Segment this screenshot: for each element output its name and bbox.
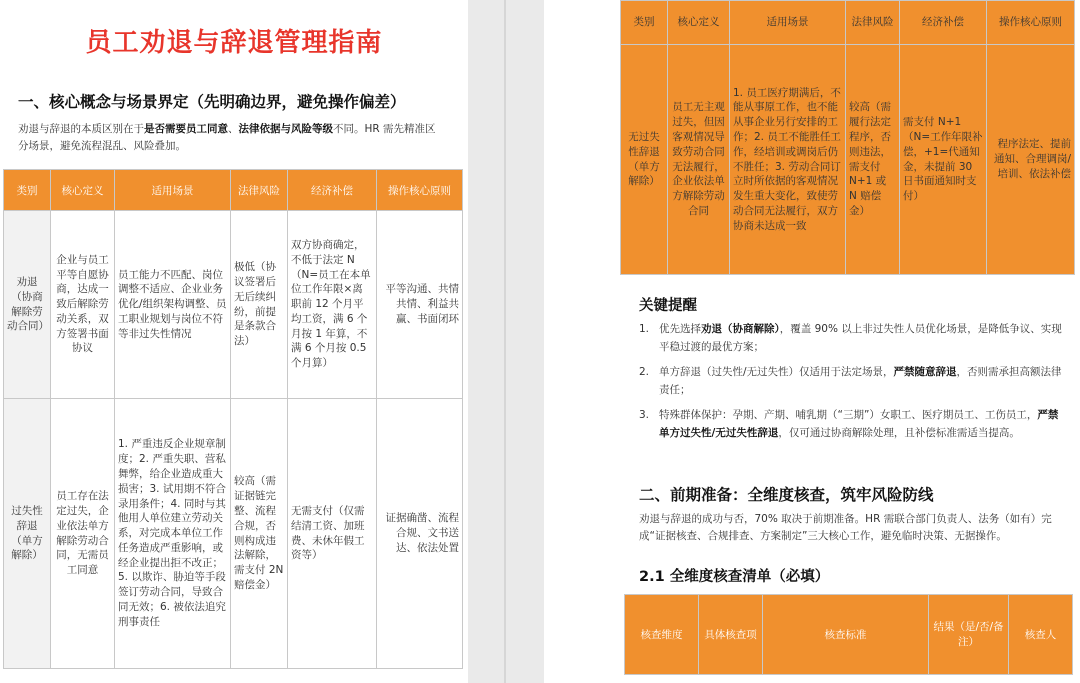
document-page-right: [544, 0, 1080, 683]
section2-heading: 二、前期准备：全维度核查，筑牢风险防线: [639, 486, 934, 504]
row-definition: 员工无主观过失，但因客观情况导致劳动合同无法履行，企业依法单方解除劳动合同: [668, 45, 730, 275]
scenario-table-continued: [620, 0, 1075, 275]
row-principle: 程序法定、提前通知、合理调岗/培训、依法补偿: [987, 45, 1075, 275]
table-row: [4, 399, 463, 669]
header-definition: 核心定义: [51, 170, 115, 211]
header-risk: 法律风险: [231, 170, 288, 211]
key-tips-heading: 关键提醒: [639, 298, 697, 314]
scenario-table: [3, 169, 463, 669]
row-definition: 员工存在法定过失，企业依法单方解除劳动合同，无需员工同意: [51, 399, 115, 669]
row-definition: 企业与员工平等自愿协商，达成一致后解除劳动关系，双方签署书面协议: [51, 211, 115, 399]
header-principle: 操作核心原则: [377, 170, 463, 211]
section1-heading: 一、核心概念与场景界定（先明确边界，避免操作偏差）: [18, 93, 406, 111]
header-compensation: 经济补偿: [900, 1, 987, 45]
header-scenario: 适用场景: [115, 170, 231, 211]
row-principle: 证据确凿、流程合规、文书送达、依法处置: [377, 399, 463, 669]
table-row: [4, 211, 463, 399]
section2-intro: 劝退与辞退的成功与否，70% 取决于前期准备。HR 需联合部门负责人、法务（如有）完成“证据核查、合规排查、方案制定”三大核心工作，避免临时决策、无据操作。: [639, 513, 1052, 542]
row-scenario: 1. 严重违反企业规章制度；2. 严重失职、营私舞弊，给企业造成重大损害；3. 试用期不符合录用条件；4. 同时与其他用人单位建立劳动关系，对完成本单位工作任务造成严重影响，或经企业提出拒不改正；5. 以欺诈、胁迫等手段签订劳动合同，导致合同无效；6. 被依法追究刑事责任: [115, 399, 231, 669]
header-checker: 核查人: [1009, 595, 1073, 675]
header-scenario: 适用场景: [730, 1, 846, 45]
page-gap-line: [504, 0, 506, 683]
document-title: 员工劝退与辞退管理指南: [85, 28, 383, 58]
row-risk: 极低（协议签署后无后续纠纷，前提是条款合法）: [231, 211, 288, 399]
header-result: 结果（是/否/备注）: [929, 595, 1009, 675]
row-scenario: 员工能力不匹配、岗位调整不适应、企业业务优化/组织架构调整、员工职业规划与岗位不符等非过失性情况: [115, 211, 231, 399]
header-item: 具体核查项: [699, 595, 763, 675]
row-compensation: 无需支付（仅需结清工资、加班费、未休年假工资等）: [288, 399, 377, 669]
header-dimension: 核查维度: [625, 595, 699, 675]
key-tips-list: [639, 320, 1064, 449]
table-header-row: [621, 1, 1075, 45]
list-item: 2. 单方辞退（过失性/无过失性）仅适用于法定场景，严禁随意辞退，否则需承担高额法律责任；: [639, 366, 1062, 396]
row-scenario: 1. 员工医疗期满后，不能从事原工作，也不能从事企业另行安排的工作；2. 员工不能胜任工作，经培训或调岗后仍不胜任；3. 劳动合同订立时所依据的客观情况发生重大变化，致使劳动合同无法履行，双方协商未达成一致: [730, 45, 846, 275]
header-definition: 核心定义: [668, 1, 730, 45]
table-row: [621, 45, 1075, 275]
row-category: 过失性辞退（单方解除）: [4, 399, 51, 669]
list-item: 3. 特殊群体保护：孕期、产期、哺乳期（“三期”）女职工、医疗期员工、工伤员工，严禁单方过失性/无过失性辞退，仅可通过协商解除处理，且补偿标准需适当提高。: [639, 409, 1059, 439]
document-page-left: [0, 0, 468, 683]
table-header-row: [4, 170, 463, 211]
header-standard: 核查标准: [763, 595, 929, 675]
row-risk: 较高（需履行法定程序，否则违法，需支付 N+1 或 N 赔偿金）: [846, 45, 900, 275]
header-risk: 法律风险: [846, 1, 900, 45]
row-category: 无过失性辞退（单方解除）: [621, 45, 668, 275]
page-gap: [468, 0, 544, 683]
checklist-table: [624, 594, 1073, 675]
row-category: 劝退（协商解除劳动合同）: [4, 211, 51, 399]
list-item: 1. 优先选择劝退（协商解除），覆盖 90% 以上非过失性人员优化场景，是降低争议、实现平稳过渡的最优方案；: [639, 323, 1062, 353]
header-principle: 操作核心原则: [987, 1, 1075, 45]
row-principle: 平等沟通、共情共情、利益共赢、书面闭环: [377, 211, 463, 399]
header-category: 类别: [4, 170, 51, 211]
row-compensation: 双方协商确定，不低于法定 N（N=员工在本单位工作年限×离职前 12 个月平均工资，满 6 个月按 1 年算，不满 6 个月按 0.5 个月算）: [288, 211, 377, 399]
header-compensation: 经济补偿: [288, 170, 377, 211]
checklist-header-row: [625, 595, 1073, 675]
section1-intro: 劝退与辞退的本质区别在于是否需要员工同意、法律依据与风险等级不同。HR 需先精准区分场景，避免流程混乱、风险叠加。: [18, 123, 436, 152]
checklist-heading: 2.1 全维度核查清单（必填）: [639, 569, 830, 585]
row-compensation: 需支付 N+1（N=工作年限补偿，+1=代通知金，未提前 30 日书面通知时支付）: [900, 45, 987, 275]
header-category: 类别: [621, 1, 668, 45]
row-risk: 较高（需证据链完整、流程合规，否则构成违法解除，需支付 2N 赔偿金）: [231, 399, 288, 669]
